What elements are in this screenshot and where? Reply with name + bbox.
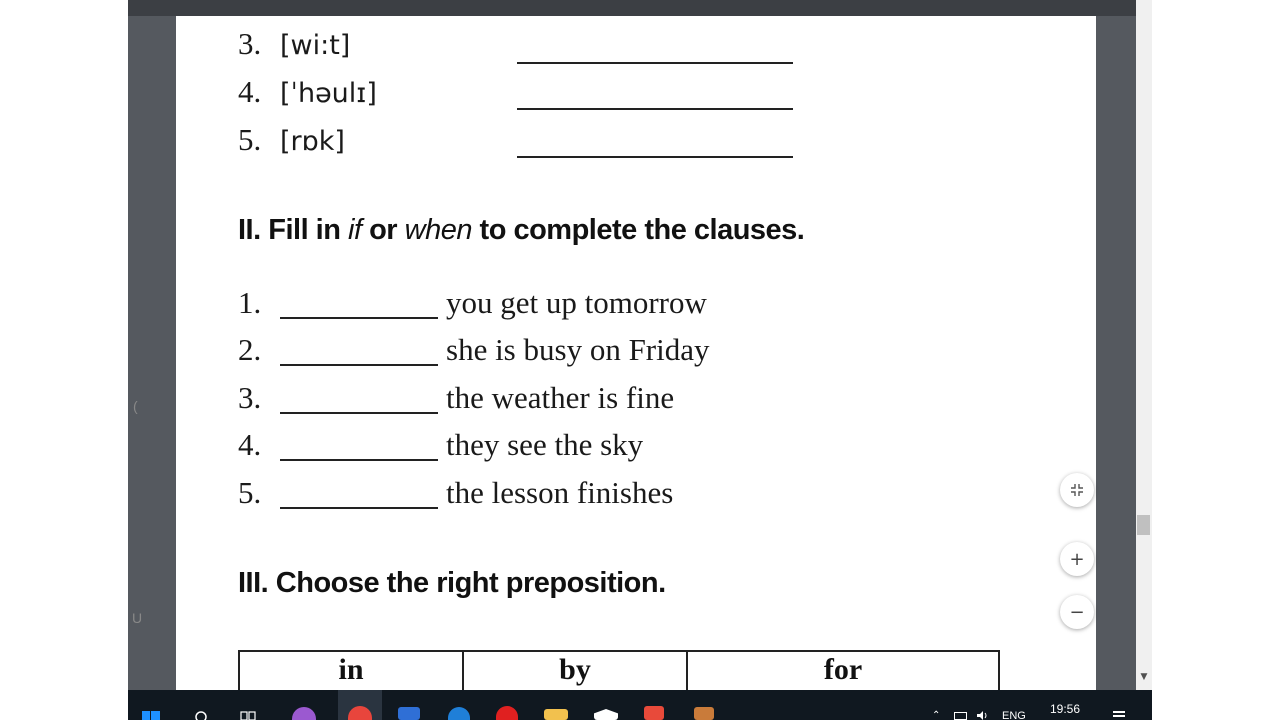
heading-keyword-when: when [404,214,472,246]
table-header-cell: for [823,653,863,686]
blank-line [280,459,438,461]
heading-text: Fill in [268,214,341,246]
pdf-reader-icon[interactable] [644,706,664,720]
folder-icon[interactable] [544,709,568,720]
item-number: 4. [238,427,262,462]
heading-text: or [369,214,398,246]
input-language[interactable]: ENG [1002,710,1026,722]
notifications-icon[interactable] [1112,710,1126,720]
clause-item [238,377,674,419]
heading-keyword-if: if [348,214,362,246]
item-number: 3. [238,380,262,415]
ipa-transcription: [ˈhəulɪ] [280,78,377,109]
ipa-transcription: [wi:t] [280,30,351,61]
item-number: 4. [238,74,262,109]
save-disk-icon[interactable] [398,707,420,720]
windows-taskbar [128,690,1152,720]
viewer-left-margin [128,0,176,690]
document-page [176,16,1096,690]
edge-browser-icon[interactable] [448,707,470,720]
edge-fragment: U [132,610,143,626]
answer-line [517,108,793,110]
opera-icon[interactable] [496,706,518,720]
preposition-table [238,650,1000,690]
heading-text: to complete the clauses. [479,214,805,246]
section-number: II. [238,214,261,246]
section-ii-heading [238,214,804,247]
battery-icon[interactable] [954,712,968,720]
clause-text: they see the sky [446,427,644,462]
viewer-right-margin [1096,16,1136,690]
zoom-in-button[interactable] [1060,542,1094,576]
clock-time[interactable]: 19:56 [1050,702,1081,716]
clause-text: the lesson finishes [446,475,674,510]
blank-line [280,317,438,319]
section-iii-heading: III. Choose the right preposition. [238,567,666,599]
app-icon[interactable] [292,707,316,720]
phonetic-item [238,120,345,160]
tray-chevron-icon[interactable]: ⌃ [932,710,941,721]
edge-fragment: ( [133,398,138,414]
item-number: 5. [238,122,262,157]
item-number: 2. [238,332,262,367]
clause-item [238,472,673,514]
game-app-icon[interactable] [694,707,714,720]
blank-line [280,364,438,366]
clause-text: the weather is fine [446,380,675,415]
scroll-down-arrow-icon[interactable]: ▼ [1140,672,1148,682]
fit-page-button[interactable] [1060,473,1094,507]
mail-icon[interactable] [594,709,618,720]
blank-line [280,507,438,509]
plus-icon: + [1069,548,1085,570]
item-number: 3. [238,26,262,61]
clause-item [238,282,707,324]
table-header-cell: by [464,652,688,690]
clause-item [238,424,643,466]
phonetic-item [238,24,350,64]
item-number: 5. [238,475,262,510]
volume-icon[interactable] [976,711,990,720]
item-number: 1. [238,285,262,320]
ipa-transcription: [rɒk] [280,126,345,157]
blank-line [280,412,438,414]
answer-line [517,156,793,158]
zoom-out-button[interactable] [1060,595,1094,629]
table-header-cell: in [240,652,464,690]
clause-text: you get up tomorrow [446,285,707,320]
minus-icon: − [1069,601,1085,623]
task-view-icon[interactable] [240,710,256,720]
viewer-top-bar [128,0,1136,16]
collapse-icon [1070,483,1084,497]
clause-item [238,329,710,371]
answer-line [517,62,793,64]
scrollbar-thumb[interactable] [1137,515,1150,535]
clause-text: she is busy on Friday [446,332,710,367]
windows-start-icon[interactable] [142,711,160,720]
phonetic-item [238,72,377,112]
search-icon[interactable] [194,710,208,720]
vertical-scrollbar[interactable] [1136,0,1152,690]
